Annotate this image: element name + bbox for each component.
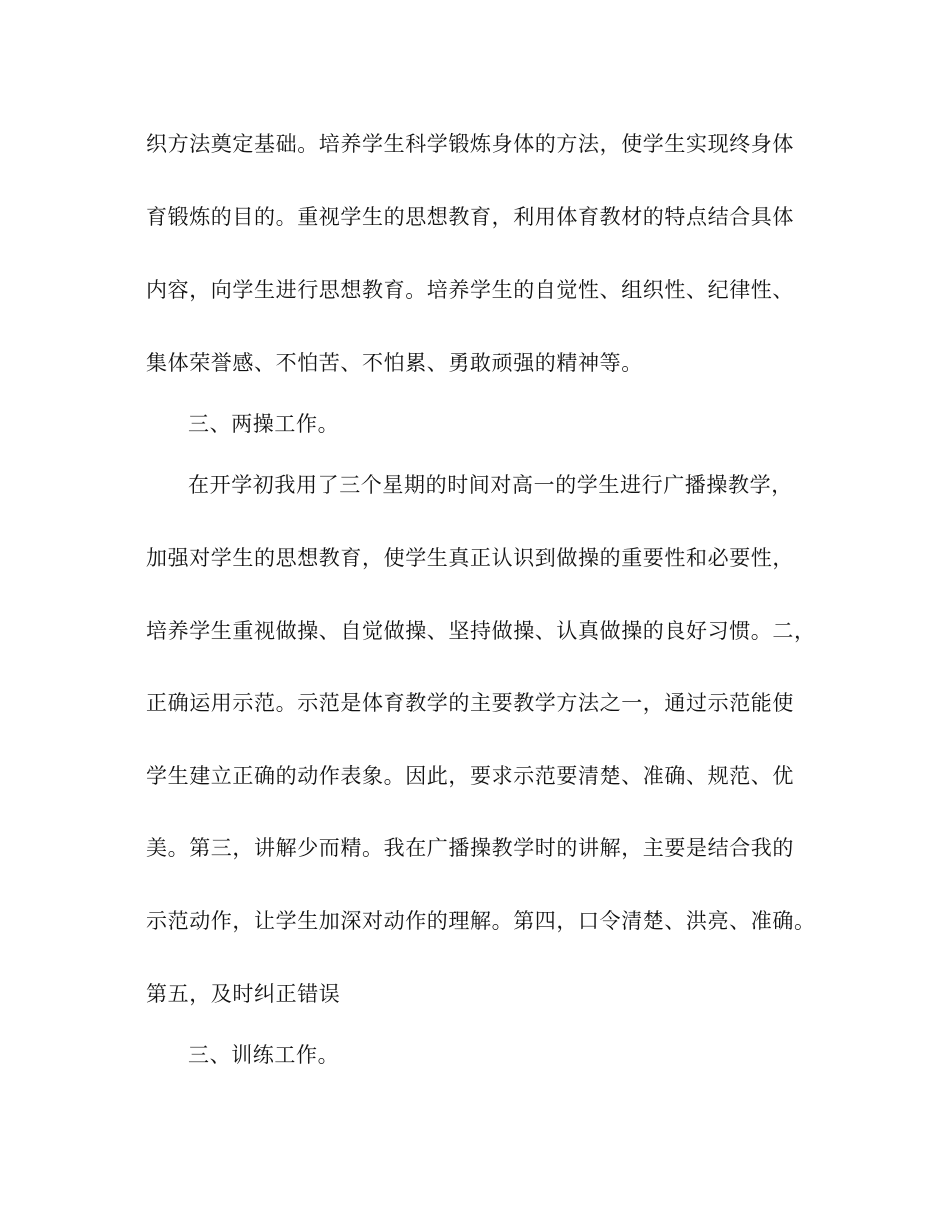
paragraph-line: 育锻炼的目的。重视学生的思想教育，利用体育教材的特点结合具体	[146, 205, 794, 229]
paragraph-line: 加强对学生的思想教育，使学生真正认识到做操的重要性和必要性，	[146, 546, 794, 570]
paragraph-line: 集体荣誉感、不怕苦、不怕累、勇敢顽强的精神等。	[146, 351, 643, 375]
section-heading: 三、训练工作。	[188, 1043, 340, 1067]
paragraph-line: 在开学初我用了三个星期的时间对高一的学生进行广播操教学，	[188, 473, 793, 497]
paragraph-line: 内容，向学生进行思想教育。培养学生的自觉性、组织性、纪律性、	[146, 278, 794, 302]
paragraph-line: 美。第三，讲解少而精。我在广播操教学时的讲解，主要是结合我的	[146, 836, 794, 860]
paragraph-line: 培养学生重视做操、自觉做操、坚持做操、认真做操的良好习惯。二，	[146, 619, 816, 643]
paragraph-line: 第五，及时纠正错误	[146, 982, 341, 1006]
paragraph-line: 学生建立正确的动作表象。因此，要求示范要清楚、准确、规范、优	[146, 764, 794, 788]
section-heading: 三、两操工作。	[188, 412, 340, 436]
paragraph-line: 正确运用示范。示范是体育教学的主要教学方法之一，通过示范能使	[146, 691, 794, 715]
paragraph-line: 示范动作，让学生加深对动作的理解。第四，口令清楚、洪亮、准确。	[146, 909, 816, 933]
paragraph-line: 织方法奠定基础。培养学生科学锻炼身体的方法，使学生实现终身体	[146, 132, 794, 156]
